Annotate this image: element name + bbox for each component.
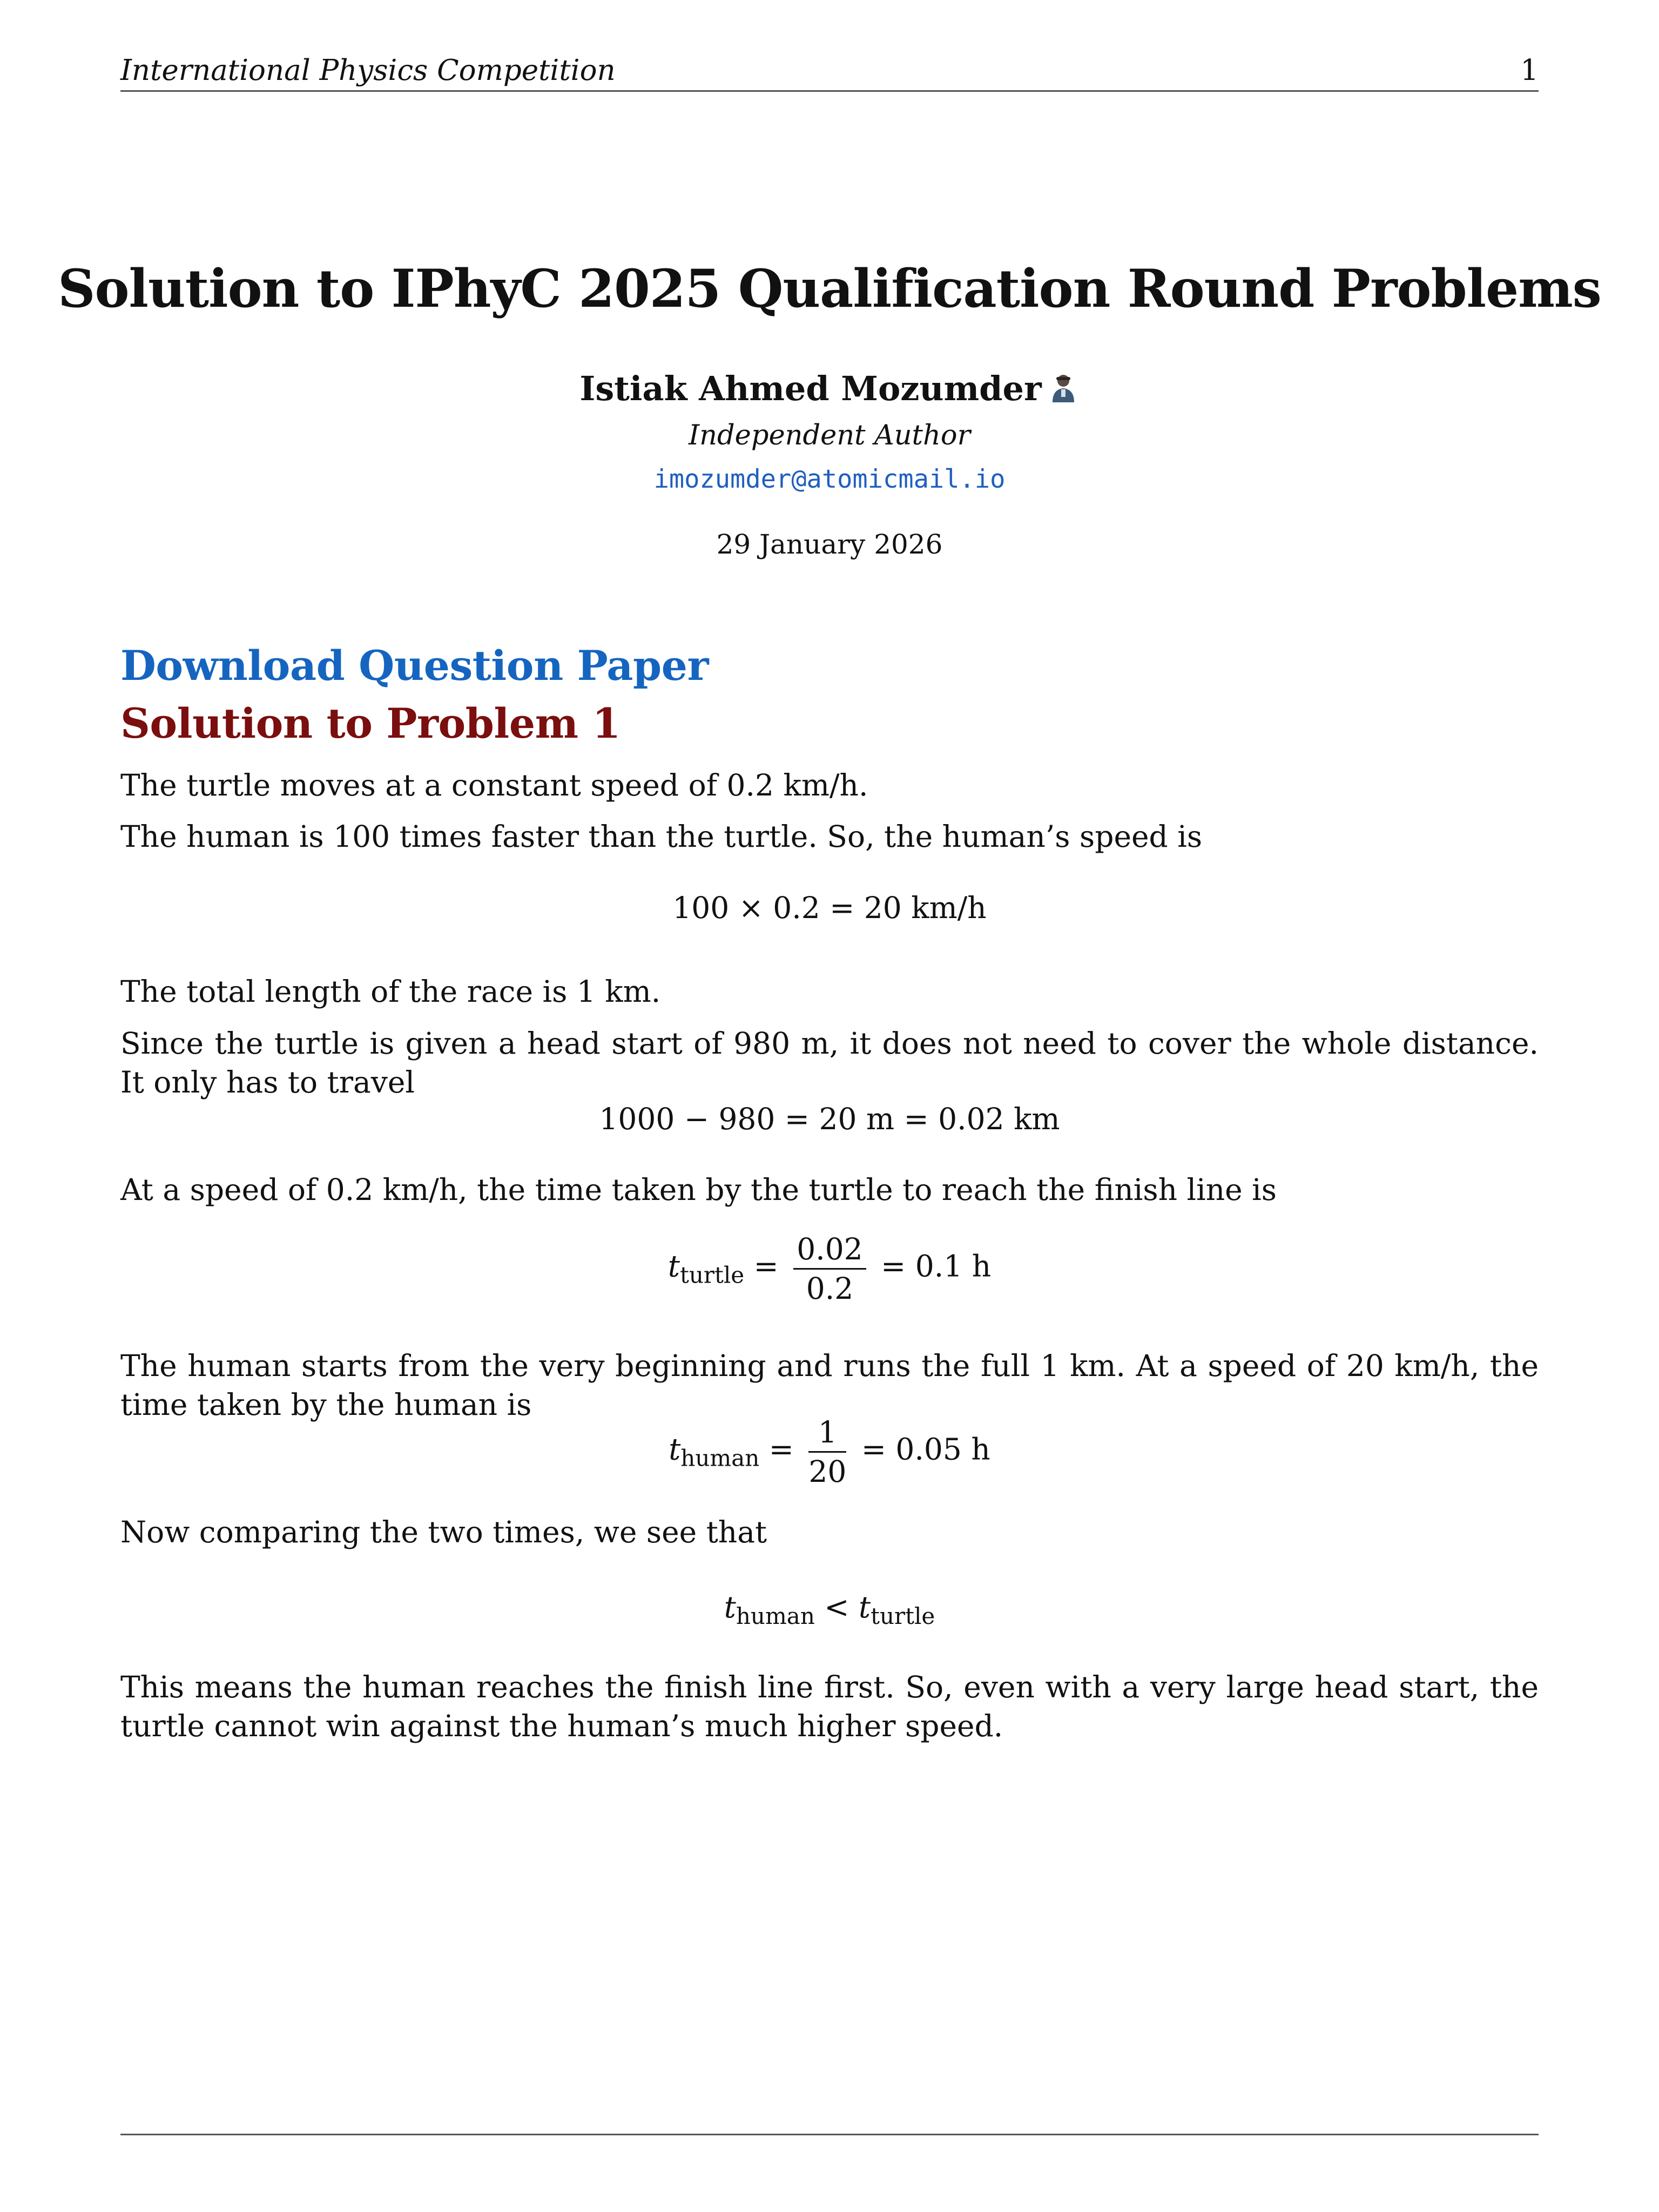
running-title: International Physics Competition	[120, 54, 616, 87]
paragraph-4: Since the turtle is given a head start of 980 m, it does not need to cover the whole distance. It only has to travel	[120, 1026, 1539, 1100]
eq5-operator: <	[824, 1590, 849, 1624]
author-line	[0, 367, 1659, 410]
running-header	[120, 50, 1539, 92]
eq5-lhs-var: t	[724, 1590, 736, 1624]
paragraph-2: The human is 100 times faster than the turtle. So, the human’s speed is	[120, 819, 1203, 854]
eq4-numerator: 1	[808, 1413, 846, 1453]
eq4-sub: human	[680, 1445, 760, 1472]
paragraph-3: The total length of the race is 1 km.	[120, 974, 661, 1009]
eq4-var: t	[669, 1432, 681, 1467]
eq3-denominator: 0.2	[806, 1271, 854, 1306]
eq4-denominator: 20	[808, 1454, 847, 1489]
author-name: Istiak Ahmed Mozumder	[579, 369, 1042, 408]
paper-title: Solution to IPhyC 2025 Qualification Round Problems	[58, 258, 1601, 319]
eq3-numerator: 0.02	[793, 1230, 866, 1270]
eq5-rhs-var: t	[858, 1590, 871, 1624]
author-avatar-icon	[1047, 371, 1080, 403]
eq4-result: = 0.05 h	[861, 1432, 990, 1467]
paragraph-1: The turtle moves at a constant speed of 0.2 km/h.	[120, 768, 868, 802]
eq5-lhs-sub: human	[736, 1603, 815, 1629]
eq3-var: t	[667, 1249, 680, 1284]
paragraph-5: At a speed of 0.2 km/h, the time taken by the turtle to reach the finish line is	[120, 1172, 1277, 1207]
author-affiliation: Independent Author	[689, 420, 970, 451]
eq5-rhs-sub: turtle	[871, 1603, 935, 1629]
eq4-fraction	[808, 1413, 846, 1491]
equation-turtle-time	[0, 1230, 1659, 1307]
paragraph-7: Now comparing the two times, we see that	[120, 1515, 767, 1549]
equation-comparison	[0, 1588, 1659, 1636]
eq3-result: = 0.1 h	[881, 1249, 992, 1284]
paragraph-6: The human starts from the very beginning and runs the full 1 km. At a speed of 20 km/h, the time taken by the human is	[120, 1348, 1539, 1422]
eq3-equals: =	[753, 1249, 779, 1284]
author-email-link[interactable]: imozumder@atomicmail.io	[653, 464, 1006, 494]
equation-human-time	[0, 1413, 1659, 1491]
equation-turtle-distance: 1000 − 980 = 20 m = 0.02 km	[599, 1102, 1060, 1136]
eq3-fraction	[793, 1230, 866, 1307]
eq3-sub: turtle	[679, 1262, 745, 1289]
download-question-paper-link[interactable]: Download Question Paper	[120, 642, 709, 690]
paragraph-8: This means the human reaches the finish line first. So, even with a very large head start, the turtle cannot win against the human’s much higher speed.	[120, 1670, 1539, 1743]
page-number: 1	[1520, 54, 1539, 87]
footer-rule	[120, 2134, 1539, 2135]
eq4-equals: =	[768, 1432, 794, 1467]
publication-date: 29 January 2026	[716, 529, 943, 560]
section-heading: Solution to Problem 1	[120, 699, 621, 747]
equation-human-speed: 100 × 0.2 = 20 km/h	[672, 891, 987, 925]
